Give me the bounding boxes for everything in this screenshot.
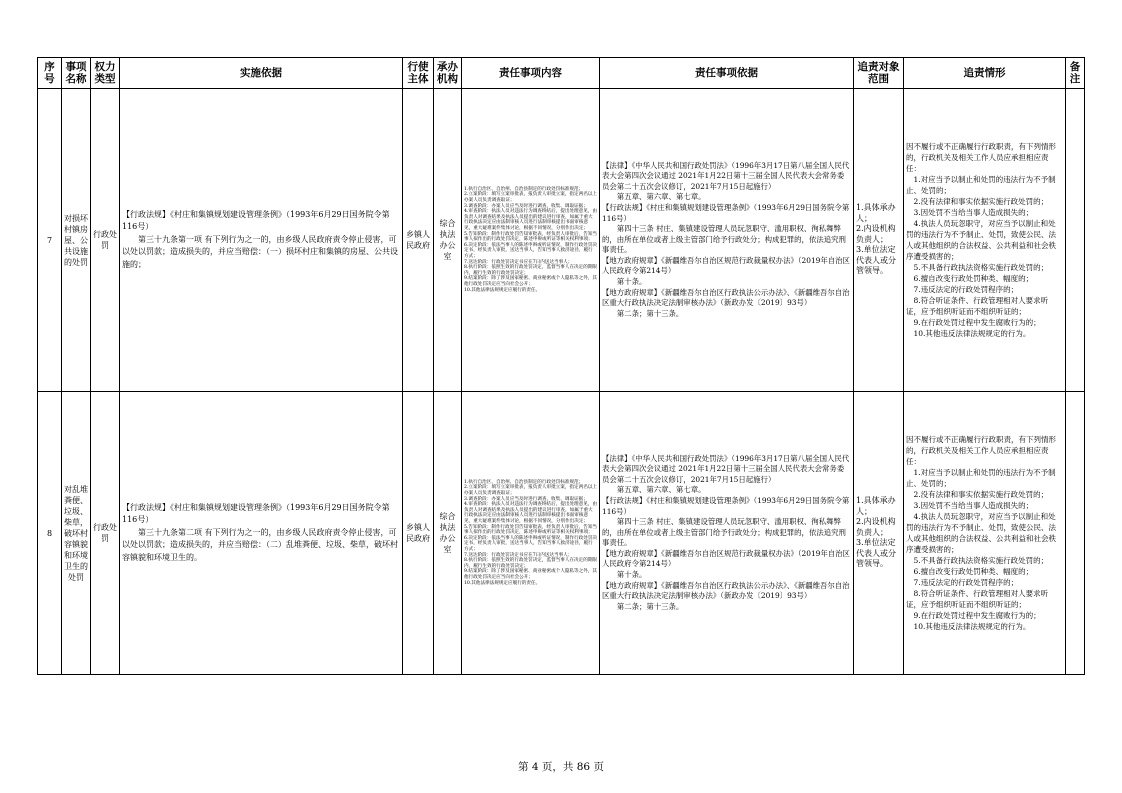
situation-item: 9.在行政处罚过程中发生腐败行为的；	[913, 318, 1041, 327]
situation-item: 2.没有法律和事实依据实施行政处罚的；	[913, 197, 1049, 206]
remark	[1066, 89, 1085, 392]
duty-item: 8.执行阶段：依照生效的行政处罚决定，监督当事人在决定的期限内，履行生效的行政处罚决定；	[464, 558, 598, 569]
header-duties: 责任事项内容	[462, 58, 600, 89]
remark	[1066, 392, 1085, 675]
row-number: 7	[38, 89, 62, 392]
situation-item: 10.其他违反法律法规规定的行为。	[913, 622, 1031, 631]
situation-item: 2.没有法律和事实依据实施行政处罚的；	[913, 490, 1049, 499]
header-org: 承办机构	[434, 58, 462, 89]
basis-title: 【行政法规】《村庄和集镇规划建设管理条例》（1993年6月29日国务院令第116号）	[122, 209, 390, 232]
header-type: 权力类型	[91, 58, 120, 89]
duty-item: 7.送达阶段：行政处罚决定书应在7日内送达当事人；	[464, 552, 573, 558]
page-footer: 第 4 页，共 86 页	[518, 761, 604, 773]
responsibility-content	[462, 89, 600, 392]
situation-item: 10.其他违反法律法规规定的行为。	[913, 329, 1031, 338]
target-item: 1.具体承办人；	[856, 203, 896, 223]
responsibility-table	[37, 57, 1085, 675]
situation-item: 1.对应当予以制止和处罚的违法行为不予制止、处罚的；	[906, 175, 1056, 195]
resp-basis-line: 第五章、第六章、第七章。	[616, 485, 706, 495]
power-type: 行政处罚	[91, 392, 120, 675]
header-name: 事项名称	[62, 58, 91, 89]
basis-title: 【行政法规】《村庄和集镇规划建设管理条例》（1993年6月29日国务院令第116号）	[122, 502, 390, 525]
duty-item: 1.执行自治区、自治州、自治县制定的行政处罚标准规范；	[464, 479, 584, 485]
resp-basis-line: 第十条。	[616, 277, 647, 287]
table-header-row	[38, 58, 1085, 89]
situation-item: 4.执法人员玩忽职守，对应当予以制止和处罚的违法行为不予制止、处罚，致使公民、法人或其他组织的合法权益、公共利益和社会秩序遭受损害的；	[906, 219, 1056, 261]
handling-org: 综合执法办公室	[434, 392, 462, 675]
header-resp-basis: 责任事项依据	[600, 58, 854, 89]
table-row	[38, 89, 1085, 392]
duty-item: 6.决定阶段：依法当事人的陈述申辩或听证情况，制作行政处罚决定书，经负责人审批，送达当事人，告知当事人救济途径，履行方式；	[464, 242, 598, 259]
row-number: 8	[38, 392, 62, 675]
header-remark: 备注	[1066, 58, 1085, 89]
resp-basis-line: 【地方政府规章】《新疆维吾尔自治区规范行政裁量权办法》（2019年自治区人民政府令第214号）	[602, 255, 850, 276]
executing-subject: 乡镇人民政府	[403, 392, 434, 675]
accountability-situations	[904, 392, 1066, 675]
resp-basis-line: 【法律】《中华人民共和国行政处罚法》（1996年3月17日第八届全国人民代表大会第四次会议通过 2021年1月22日第十三届全国人民代表大会常务委员会第二十五次会议修订，2021年7月15日起施行）	[602, 160, 850, 191]
resp-basis-line: 第二条；第十三条。	[616, 308, 684, 318]
accountability-targets	[854, 392, 904, 675]
situation-item: 3.因处罚不当给当事人造成损失的；	[913, 208, 1034, 217]
situation-item: 因不履行或不正确履行行政职责，有下列情形的，行政机关及相关工作人员应承担相应责任：	[906, 142, 1056, 173]
target-item: 3.单位法定代表人或分管领导。	[856, 538, 896, 569]
header-situations: 追责情形	[904, 58, 1066, 89]
situation-item: 因不履行或不正确履行行政职责，有下列情形的，行政机关及相关工作人员应承担相应责任：	[906, 435, 1056, 466]
basis-article: 第三十九条第一项 有下列行为之一的，由乡级人民政府责令停止侵害，可以处以罚款；造成损失的，并应当赔偿：（一）损坏村庄和集镇的房屋、公共设施的；	[122, 234, 398, 269]
situation-item: 5.不具备行政执法资格实施行政处罚的；	[913, 556, 1049, 565]
duty-item: 10.其他法律法规规定应履行的责任。	[464, 287, 541, 293]
resp-basis-line: 【地方政府规章】《新疆维吾尔自治区行政执法公示办法》、《新疆维吾尔自治区重大行政执法决定法制审核办法》（新政办发〔2019〕93号）	[602, 287, 850, 308]
situation-item: 4.执法人员玩忽职守，对应当予以制止和处罚的违法行为不予制止、处罚，致使公民、法人或其他组织的合法权益、公共利益和社会秩序遭受损害的；	[906, 512, 1056, 554]
duty-item: 2.立案阶段：填写立案审批表，报负责人审批立案，指定两名以上办案人员负责调查取证；	[464, 192, 598, 204]
situation-item: 3.因处罚不当给当事人造成损失的；	[913, 501, 1034, 510]
situation-item: 7.违反法定的行政处罚程序的；	[913, 285, 1019, 294]
situation-item: 5.不具备行政执法资格实施行政处罚的；	[913, 263, 1049, 272]
duty-item: 4.审查阶段：执法人员对违法行为调查终结后，提出处理意见，由负责人对调查结果及执法人员提出的建议进行审查，如属于重大行政执法决定应由法制审核人员进行法制审核提出书面审核意见，重大疑难案件集体讨论，根据不同情况，分别作出决定；	[464, 209, 598, 232]
target-item: 2.内设机构负责人；	[856, 224, 896, 244]
executing-subject: 乡镇人民政府	[403, 89, 434, 392]
situation-item: 7.违反法定的行政处罚程序的；	[913, 578, 1019, 587]
target-item: 3.单位法定代表人或分管领导。	[856, 245, 896, 276]
implementation-basis	[120, 392, 403, 675]
situation-item: 1.对应当予以制止和处罚的违法行为不予制止、处罚的；	[906, 468, 1056, 488]
header-no: 序号	[38, 58, 62, 89]
situation-item: 9.在行政处罚过程中发生腐败行为的；	[913, 611, 1041, 620]
resp-basis-line: 【行政法规】《村庄和集镇规划建设管理条例》（1993年6月29日国务院令第116号）	[602, 495, 850, 516]
implementation-basis	[120, 89, 403, 392]
header-basis: 实施依据	[120, 58, 403, 89]
resp-basis-line: 第五章、第六章、第七章。	[616, 192, 706, 202]
resp-basis-line: 【地方政府规章】《新疆维吾尔自治区行政执法公示办法》、《新疆维吾尔自治区重大行政执法决定法制审核办法》（新政办发〔2019〕93号）	[602, 580, 850, 601]
table-row	[38, 392, 1085, 675]
duty-item: 5.告知阶段：制作行政处罚告知审批表，经负责人审批后，告知当事人拟作出的行政处罚决定，陈述申辩或听证等相关权利事项；	[464, 524, 598, 536]
responsibility-basis	[600, 89, 854, 392]
resp-basis-line: 第四十三条 村庄、集镇建设管理人员玩忽职守、滥用职权、徇私舞弊的，由所在单位或者上级主管部门给予行政处分；构成犯罪的，依法追究刑事责任。	[602, 224, 846, 255]
power-type: 行政处罚	[91, 89, 120, 392]
target-item: 2.内设机构负责人；	[856, 517, 896, 537]
duty-item: 3.调查阶段：办案人员应当及时进行调查，收集、调取证据；	[464, 496, 588, 502]
header-targets: 追责对象范围	[854, 58, 904, 89]
duty-item: 7.送达阶段：行政处罚决定书应在7日内送达当事人；	[464, 259, 573, 265]
header-subject: 行使主体	[403, 58, 434, 89]
duty-item: 3.调查阶段：办案人员应当及时进行调查，收集、调取证据；	[464, 203, 588, 209]
duty-item: 9.结案阶段：除了涉及国家秘密、商业秘密或个人隐私等之外，其他行政处罚决定应当向社会公开；	[464, 276, 598, 287]
item-name: 对损坏村镇房屋、公共设施的处罚	[62, 89, 91, 392]
basis-article: 第三十九条第二项 有下列行为之一的，由乡级人民政府责令停止侵害，可以处以罚款；造成损失的，并应当赔偿：（二）乱堆粪便、垃圾、柴草，破坏村容镇貌和环境卫生的。	[122, 527, 398, 562]
resp-basis-line: 第四十三条 村庄、集镇建设管理人员玩忽职守、滥用职权、徇私舞弊的，由所在单位或者上级主管部门给予行政处分；构成犯罪的，依法追究刑事责任。	[602, 517, 846, 548]
accountability-situations	[904, 89, 1066, 392]
duty-item: 6.决定阶段：依法当事人的陈述申辩或听证情况，制作行政处罚决定书，经负责人审批，送达当事人，告知当事人救济途径，履行方式；	[464, 535, 598, 552]
handling-org: 综合执法办公室	[434, 89, 462, 392]
responsibility-content	[462, 392, 600, 675]
situation-item: 8.符合听证条件、行政管理相对人要求听证，应予组织听证而不组织听证的；	[906, 589, 1049, 609]
accountability-targets	[854, 89, 904, 392]
duty-item: 1.执行自治区、自治州、自治县制定的行政处罚标准规范；	[464, 186, 584, 192]
situation-item: 6.擅自改变行政处罚种类、幅度的；	[913, 274, 1034, 283]
duty-item: 4.审查阶段：执法人员对违法行为调查终结后，提出处理意见，由负责人对调查结果及执法人员提出的建议进行审查，如属于重大行政执法决定应由法制审核人员进行法制审核提出书面审核意见，重大疑难案件集体讨论，根据不同情况，分别作出决定；	[464, 502, 598, 525]
resp-basis-line: 【行政法规】《村庄和集镇规划建设管理条例》（1993年6月29日国务院令第116号）	[602, 202, 850, 223]
duty-item: 9.结案阶段：除了涉及国家秘密、商业秘密或个人隐私等之外，其他行政处罚决定应当向社会公开；	[464, 569, 598, 580]
resp-basis-line: 第十条。	[616, 570, 647, 580]
target-item: 1.具体承办人；	[856, 496, 896, 516]
resp-basis-line: 【法律】《中华人民共和国行政处罚法》（1996年3月17日第八届全国人民代表大会第四次会议通过 2021年1月22日第十三届全国人民代表大会常务委员会第二十五次会议修订，2021年7月15日起施行）	[602, 453, 850, 484]
situation-item: 8.符合听证条件、行政管理相对人要求听证，应予组织听证而不组织听证的；	[906, 296, 1049, 316]
resp-basis-line: 第二条；第十三条。	[616, 601, 684, 611]
responsibility-basis	[600, 392, 854, 675]
duty-item: 8.执行阶段：依照生效的行政处罚决定，监督当事人在决定的期限内，履行生效的行政处罚决定；	[464, 265, 598, 276]
duty-item: 5.告知阶段：制作行政处罚告知审批表，经负责人审批后，告知当事人拟作出的行政处罚决定，陈述申辩或听证等相关权利事项；	[464, 231, 598, 243]
situation-item: 6.擅自改变行政处罚种类、幅度的；	[913, 567, 1034, 576]
resp-basis-line: 【地方政府规章】《新疆维吾尔自治区规范行政裁量权办法》（2019年自治区人民政府令第214号）	[602, 548, 850, 569]
item-name: 对乱堆粪便、垃圾、柴草，破坏村容镇貌和环境卫生的处罚	[62, 392, 91, 675]
duty-item: 10.其他法律法规规定应履行的责任。	[464, 580, 541, 586]
duty-item: 2.立案阶段：填写立案审批表，报负责人审批立案，指定两名以上办案人员负责调查取证；	[464, 485, 598, 497]
